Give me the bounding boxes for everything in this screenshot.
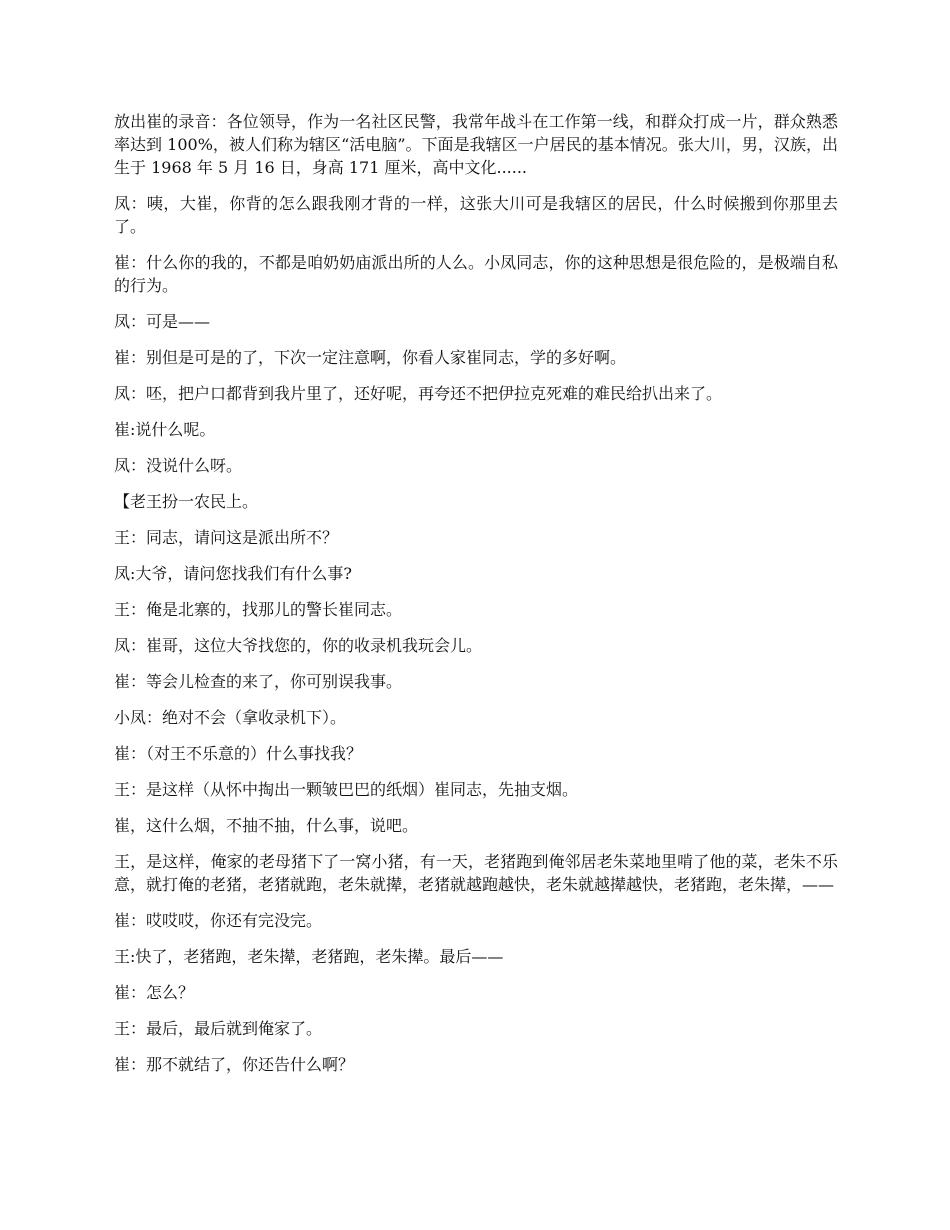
- paragraph-dialogue: 崔：别但是可是的了，下次一定注意啊，你看人家崔同志，学的多好啊。: [114, 348, 627, 367]
- paragraph-dialogue: 小凤：绝对不会（拿收录机下）。: [114, 708, 347, 727]
- paragraph-stage-direction: 【老王扮一农民上。: [114, 492, 259, 511]
- paragraph-dialogue: 凤：崔哥，这位大爷找您的，你的收录机我玩会儿。: [114, 636, 483, 655]
- paragraph-dialogue: 凤：咦，大崔，你背的怎么跟我刚才背的一样，这张大川可是我辖区的居民，什么时候搬到你那里去了。: [114, 194, 838, 236]
- paragraph-dialogue: 崔：什么你的我的，不都是咱奶奶庙派出所的人么。小凤同志，你的这种思想是很危险的，是极端自私的行为。: [114, 253, 838, 295]
- paragraph-dialogue: 王：俺是北寨的，找那儿的警长崔同志。: [114, 600, 403, 619]
- paragraph-recording: 放出崔的录音：各位领导，作为一名社区民警，我常年战斗在工作第一线，和群众打成一片，群众熟悉率达到 100%，被人们称为辖区“活电脑”。下面是我辖区一户居民的基本情况。张大川，男，汉族，出生于 1968 年 5 月 16 日，身高 171 厘米，高中文化......: [114, 112, 838, 177]
- document-body: [114, 110, 838, 1089]
- paragraph-dialogue: 崔：等会儿检查的来了，你可别误我事。: [114, 672, 403, 691]
- paragraph-dialogue: 崔，这什么烟，不抽不抽，什么事，说吧。: [114, 816, 419, 835]
- paragraph-dialogue: 崔:说什么呢。: [114, 420, 216, 439]
- paragraph-dialogue: 凤：没说什么呀。: [114, 456, 243, 475]
- paragraph-dialogue: 王：是这样（从怀中掏出一颗皱巴巴的纸烟）崔同志，先抽支烟。: [114, 780, 579, 799]
- paragraph-dialogue: 崔：怎么？: [114, 983, 195, 1002]
- paragraph-dialogue: 王：最后，最后就到俺家了。: [114, 1019, 323, 1038]
- paragraph-dialogue: 凤:大爷，请问您找我们有什么事?: [114, 564, 352, 583]
- paragraph-dialogue: 凤：呸，把户口都背到我片里了，还好呢，再夸还不把伊拉克死难的难民给扒出来了。: [114, 384, 723, 403]
- paragraph-dialogue: 王:快了，老猪跑，老朱撵，老猪跑，老朱撵。最后——: [114, 947, 504, 966]
- paragraph-dialogue: 崔：（对王不乐意的）什么事找我？: [114, 744, 363, 763]
- paragraph-dialogue: 凤：可是——: [114, 312, 211, 331]
- paragraph-dialogue: 崔：那不就结了，你还告什么啊？: [114, 1055, 355, 1074]
- paragraph-dialogue: 王：同志，请问这是派出所不？: [114, 528, 339, 547]
- paragraph-dialogue: 王，是这样，俺家的老母猪下了一窝小猪，有一天，老猪跑到俺邻居老朱菜地里啃了他的菜，老朱不乐意，就打俺的老猪，老猪就跑，老朱就撵，老猪就越跑越快，老朱就越撵越快，老猪跑，老朱撵，——: [114, 852, 838, 894]
- paragraph-dialogue: 崔：哎哎哎，你还有完没完。: [114, 911, 323, 930]
